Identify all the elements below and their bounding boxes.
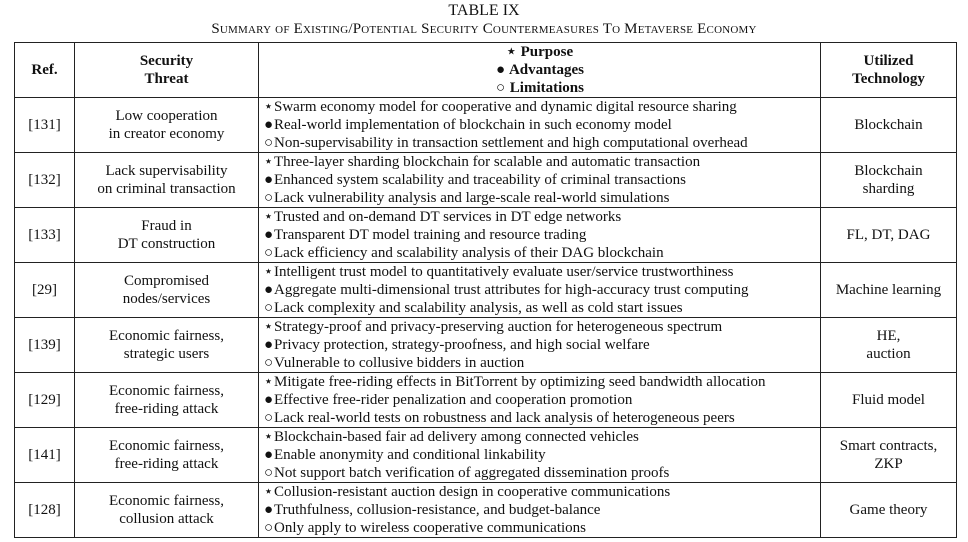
purpose-line: ⋆Strategy-proof and privacy-preserving auction for heterogeneous spectrum [263,319,723,335]
advantages-line: ●Enhanced system scalability and traceability of criminal transactions [263,172,686,188]
technology-line: auction [866,346,911,362]
ref-cell [15,98,75,153]
limitations-line: ○Only apply to wireless cooperative communications [263,520,587,536]
filled-circle-icon: ● [263,282,274,298]
technology-line: Blockchain [854,117,923,133]
limitations-line: ○Vulnerable to collusive bidders in auction [263,355,525,371]
technology-cell [821,98,957,153]
advantages-line: ●Privacy protection, strategy-proofness, and high social welfare [263,337,650,353]
description-cell [259,373,821,428]
legend-limitations: ○ Limitations [496,80,584,96]
star-icon: ⋆ [263,99,274,115]
threat-cell [75,263,259,318]
advantages-line: ●Aggregate multi-dimensional trust attributes for high-accuracy trust computing [263,282,749,298]
description-cell [259,483,821,538]
ref-label: [131] [28,117,61,133]
hollow-circle-icon: ○ [263,190,274,206]
technology-cell [821,428,957,483]
filled-circle-icon: ● [263,502,274,518]
purpose-line: ⋆Three-layer sharding blockchain for scalable and automatic transaction [263,154,701,170]
threat-line: on criminal transaction [97,181,236,197]
legend-purpose: ⋆ Purpose [506,44,574,60]
table-row [15,263,957,318]
technology-line: ZKP [874,456,903,472]
star-icon: ⋆ [263,319,274,335]
technology-cell [821,153,957,208]
filled-circle-icon: ● [263,227,274,243]
advantages-line: ●Effective free-rider penalization and cooperation promotion [263,392,633,408]
filled-circle-icon: ● [263,117,274,133]
header-technology: Utilized Technology [821,43,957,98]
filled-circle-icon: ● [263,447,274,463]
filled-circle-icon: ● [495,62,506,78]
table-row [15,208,957,263]
header-threat: Security Threat [75,43,259,98]
star-icon: ⋆ [263,154,274,170]
threat-cell [75,153,259,208]
threat-line: Fraud in [141,218,192,234]
table-row [15,428,957,483]
threat-cell [75,98,259,153]
advantages-line: ●Real-world implementation of blockchain in such economy model [263,117,672,133]
ref-label: [132] [28,172,61,188]
description-cell [259,153,821,208]
hollow-circle-icon: ○ [263,410,274,426]
threat-line: Economic fairness, [109,493,224,509]
threat-line: collusion attack [119,511,214,527]
ref-cell [15,153,75,208]
star-icon: ⋆ [506,44,517,60]
technology-line: sharding [862,181,915,197]
table-row [15,98,957,153]
table-row [15,373,957,428]
technology-line: FL, DT, DAG [846,227,931,243]
technology-line: Smart contracts, [839,438,938,454]
ref-cell [15,208,75,263]
purpose-line: ⋆Mitigate free-riding effects in BitTorrent by optimizing seed bandwidth allocation [263,374,766,390]
hollow-circle-icon: ○ [263,465,274,481]
hollow-circle-icon: ○ [263,245,274,261]
hollow-circle-icon: ○ [263,355,274,371]
technology-cell [821,483,957,538]
ref-cell [15,428,75,483]
description-cell [259,263,821,318]
ref-cell [15,263,75,318]
star-icon: ⋆ [263,264,274,280]
threat-line: Lack supervisability [105,163,228,179]
technology-line: Blockchain [854,163,923,179]
purpose-line: ⋆Blockchain-based fair ad delivery among connected vehicles [263,429,639,445]
threat-line: Compromised [124,273,209,289]
technology-line: HE, [876,328,901,344]
purpose-line: ⋆Swarm economy model for cooperative and dynamic digital resource sharing [263,99,737,115]
description-cell [259,428,821,483]
technology-cell [821,373,957,428]
limitations-line: ○Non-supervisability in transaction settlement and high computational overhead [263,135,748,151]
threat-line: strategic users [123,346,210,362]
star-icon: ⋆ [263,429,274,445]
threat-line: Economic fairness, [109,438,224,454]
ref-label: [139] [28,337,61,353]
technology-line: Machine learning [835,282,942,298]
description-cell [259,208,821,263]
purpose-line: ⋆Collusion-resistant auction design in cooperative communications [263,484,671,500]
advantages-line: ●Enable anonymity and conditional linkability [263,447,546,463]
table-row [15,153,957,208]
advantages-line: ●Transparent DT model training and resource trading [263,227,587,243]
ref-label: [29] [32,282,57,298]
technology-line: Fluid model [852,392,925,408]
filled-circle-icon: ● [263,392,274,408]
threat-cell [75,428,259,483]
limitations-line: ○Lack real-world tests on robustness and lack analysis of heterogeneous peers [263,410,735,426]
threat-cell [75,318,259,373]
threat-line: Low cooperation [115,108,218,124]
technology-cell [821,263,957,318]
technology-cell [821,318,957,373]
countermeasures-table [14,42,957,538]
description-cell [259,98,821,153]
threat-line: free-riding attack [114,401,219,417]
threat-line: DT construction [117,236,216,252]
threat-line: Economic fairness, [109,328,224,344]
advantages-line: ●Truthfulness, collusion-resistance, and budget-balance [263,502,601,518]
ref-cell [15,373,75,428]
star-icon: ⋆ [263,209,274,225]
filled-circle-icon: ● [263,337,274,353]
ref-label: [128] [28,502,61,518]
table-body [15,98,957,538]
threat-line: Economic fairness, [109,383,224,399]
threat-line: in creator economy [108,126,225,142]
table-number: TABLE IX [448,2,520,19]
technology-line: Game theory [849,502,928,518]
star-icon: ⋆ [263,484,274,500]
header-row [15,43,957,98]
ref-label: [129] [28,392,61,408]
threat-cell [75,208,259,263]
limitations-line: ○Lack efficiency and scalability analysis of their DAG blockchain [263,245,664,261]
hollow-circle-icon: ○ [263,135,274,151]
limitations-line: ○Lack vulnerability analysis and large-scale real-world simulations [263,190,670,206]
technology-cell [821,208,957,263]
description-cell [259,318,821,373]
threat-cell [75,373,259,428]
hollow-circle-icon: ○ [263,300,274,316]
ref-label: [133] [28,227,61,243]
star-icon: ⋆ [263,374,274,390]
table-title: Summary of Existing/Potential Security Countermeasures To Metaverse Economy [211,21,757,37]
hollow-circle-icon: ○ [263,520,274,536]
table-row [15,483,957,538]
ref-cell [15,318,75,373]
ref-label: [141] [28,447,61,463]
table-row [15,318,957,373]
hollow-circle-icon: ○ [496,80,506,96]
threat-line: free-riding attack [114,456,219,472]
limitations-line: ○Lack complexity and scalability analysis, as well as cold start issues [263,300,683,316]
purpose-line: ⋆Intelligent trust model to quantitatively evaluate user/service trustworthiness [263,264,734,280]
threat-cell [75,483,259,538]
threat-line: nodes/services [122,291,211,307]
header-description [259,43,821,98]
legend-advantages: ● Advantages [495,62,584,78]
filled-circle-icon: ● [263,172,274,188]
header-ref: Ref. [15,43,75,98]
limitations-line: ○Not support batch verification of aggregated dissemination proofs [263,465,670,481]
purpose-line: ⋆Trusted and on-demand DT services in DT edge networks [263,209,622,225]
ref-cell [15,483,75,538]
